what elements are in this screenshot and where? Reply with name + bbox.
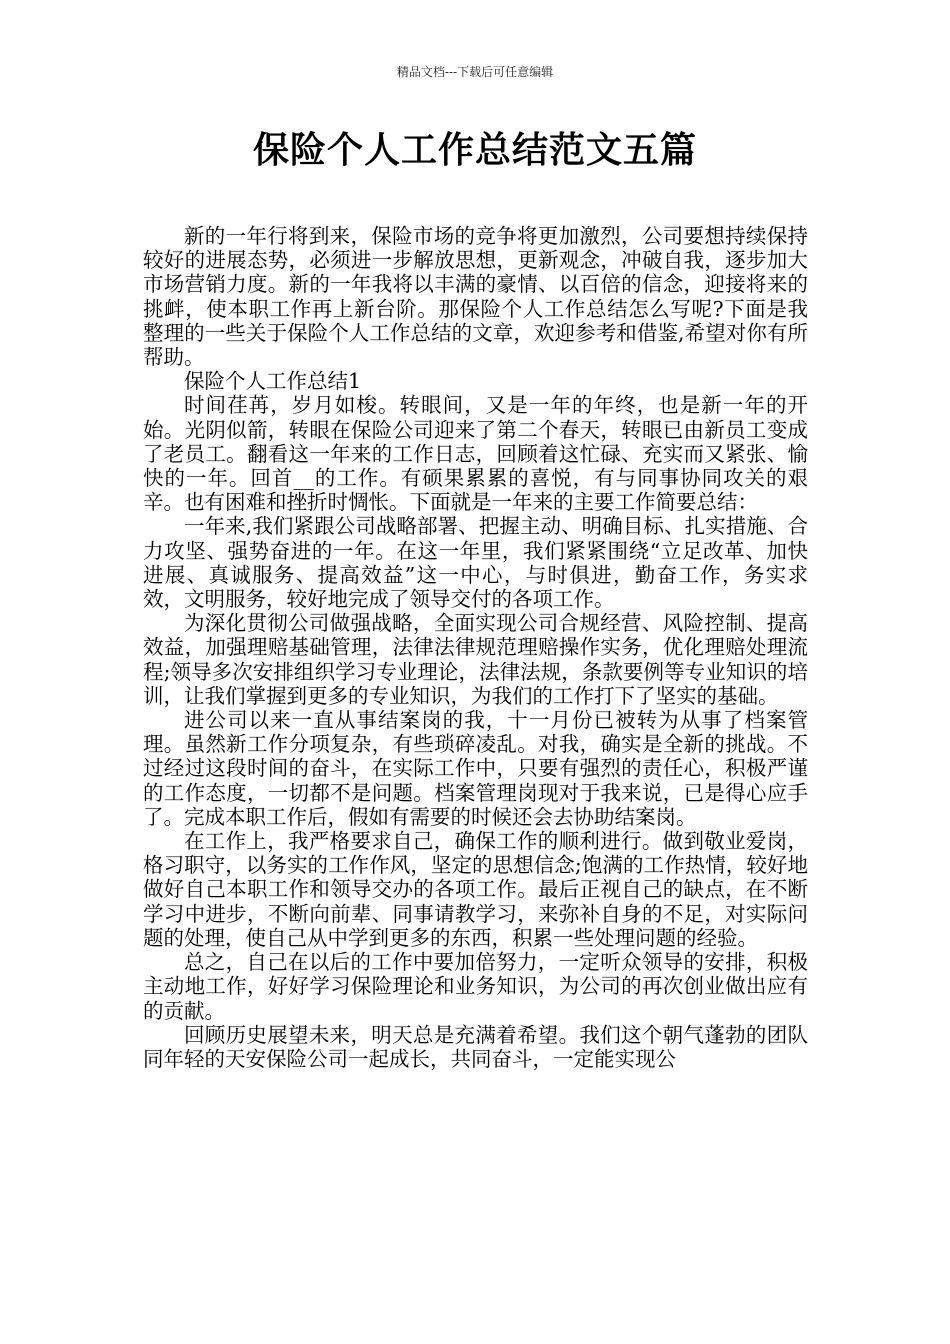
body-paragraph: 回顾历史展望未来，明天总是充满着希望。我们这个朝气蓬勃的团队同年轻的天安保险公司一起成长，共同奋斗，一定能实现公 [143,1022,808,1071]
body-paragraph: 进公司以来一直从事结案岗的我，十一月份已被转为从事了档案管理。虽然新工作分项复杂，有些琐碎凌乱。对我，确实是全新的挑战。不过经过这段时间的奋斗，在实际工作中，只要有强烈的责任心，积极严谨的工作态度，一切都不是问题。档案管理岗现对于我来说，已是得心应手了。完成本职工作后，假如有需要的时候还会去协助结案岗。 [143,708,808,829]
section-heading: 保险个人工作总结1 [184,369,362,394]
intro-paragraph: 新的一年行将到来，保险市场的竞争将更加激烈，公司要想持续保持较好的进展态势，必须进一步解放思想，更新观念，冲破自我，逐步加大市场营销力度。新的一年我将以丰满的豪情、以百倍的信念，迎接将来的挑衅，使本职工作再上新台阶。那保险个人工作总结怎么写呢?下面是我整理的一些关于保险个人工作总结的文章，欢迎参考和借鉴,希望对你有所帮助。 [143,224,808,370]
body-paragraph: 总之，自己在以后的工作中要加倍努力，一定听众领导的安排，积极主动地工作，好好学习保险理论和业务知识，为公司的再次创业做出应有的贡献。 [143,950,808,1023]
body-paragraph: 在工作上，我严格要求自己，确保工作的顺利进行。做到敬业爱岗，格习职守，以务实的工作作风，坚定的思想信念;饱满的工作热情，较好地做好自己本职工作和领导交办的各项工作。最后正视自己的缺点，在不断学习中进步，不断向前辈、同事请教学习，来弥补自身的不足，对实际问题的处理，使自己从中学到更多的东西，积累一些处理问题的经验。 [143,829,808,950]
body-paragraph: 时间荏苒，岁月如梭。转眼间，又是一年的年终，也是新一年的开始。光阴似箭，转眼在保险公司迎来了第二个春天，转眼已由新员工变成了老员工。翻看这一年来的工作日志，回顾着这忙碌、充实而又紧张、愉快的一年。回首__的工作。有硕果累累的喜悦，有与同事协同攻关的艰辛。也有困难和挫折时惆怅。下面就是一年来的主要工作简要总结： [143,393,808,515]
header-note: 精品文档---下载后可任意编辑 [396,65,554,79]
document-body [143,224,808,1071]
document-title: 保险个人工作总结范文五篇 [252,130,697,171]
body-paragraph: 为深化贯彻公司做强战略，全面实现公司合规经营、风险控制、提高效益，加强理赔基础管理，法律法律规范理赔操作实务，优化理赔处理流程;领导多次安排组织学习专业理论，法律法规，条款要例等专业知识的培训，让我们掌握到更多的专业知识，为我们的工作打下了坚实的基础。 [143,611,808,708]
body-paragraph: 一年来,我们紧跟公司战略部署、把握主动、明确目标、扎实措施、合力攻坚、强势奋进的一年。在这一年里，我们紧紧围绕“立足改革、加快进展、真诚服务、提高效益”这一中心，与时俱进，勤奋工作，务实求效，文明服务，较好地完成了领导交付的各项工作。 [143,514,808,612]
